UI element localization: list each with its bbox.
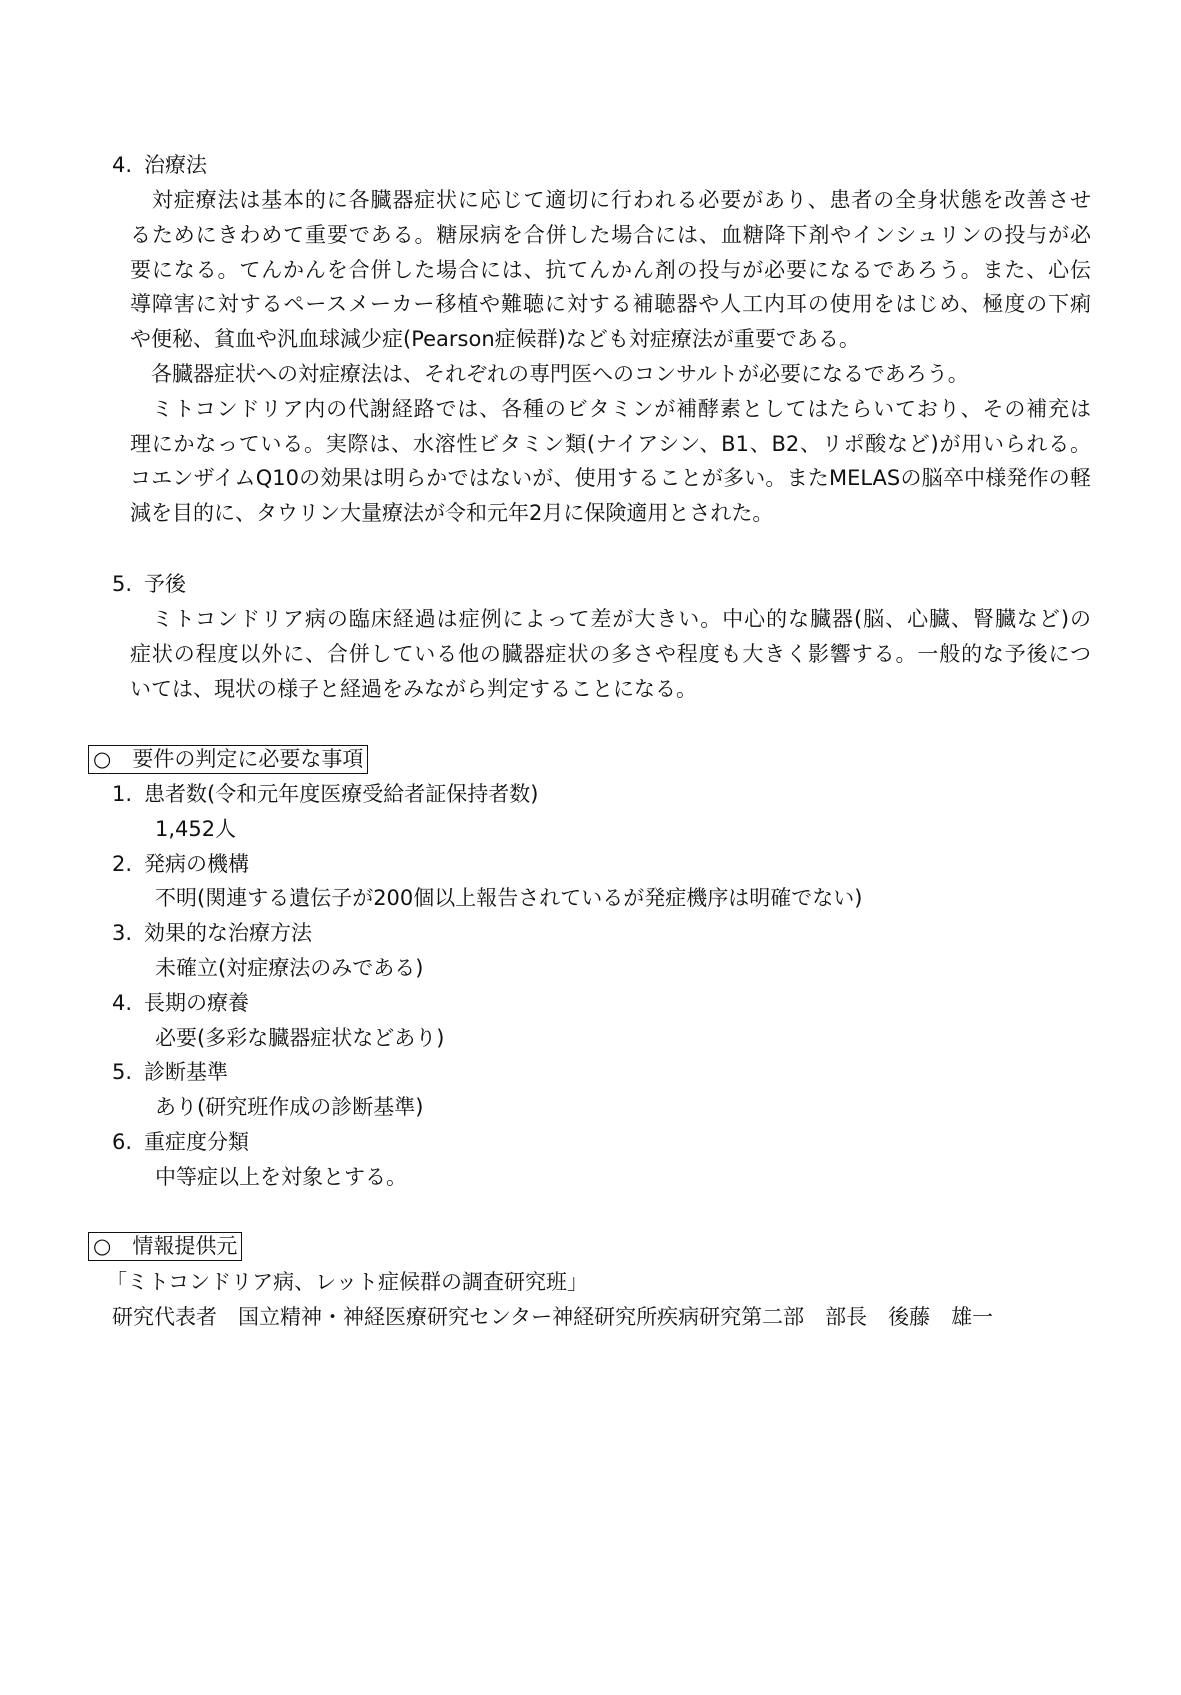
requirement-number: 6. — [112, 1130, 133, 1154]
requirement-value: あり(研究班作成の診断基準) — [155, 1095, 424, 1120]
treatment-paragraph-line: 各臓器症状への対症療法は、それぞれの専門医へのコンサルトが必要になるであろう。 — [130, 362, 969, 386]
treatment-paragraph-line: 対症療法は基本的に各臓器症状に応じて適切に行われる必要があり、患者の全身状態を改善させ — [130, 188, 1091, 212]
section-4-number: 4. — [112, 153, 133, 177]
prognosis-paragraph-line: いては、現状の様子と経過をみながら判定することになる。 — [130, 676, 697, 701]
requirement-number: 2. — [112, 851, 133, 876]
requirement-number: 5. — [112, 1060, 133, 1085]
requirements-section-title: ○ 要件の判定に必要な事項 — [88, 745, 368, 774]
requirement-value: 中等症以上を対象とする。 — [155, 1164, 407, 1189]
requirement-number: 3. — [112, 921, 133, 946]
section-5-heading: 予後 — [144, 572, 186, 596]
treatment-paragraph-line: 導障害に対するペースメーカー移植や難聴に対する補聴器や人工内耳の使用をはじめ、極度の下痢 — [130, 292, 1091, 317]
treatment-paragraph-line: 理にかなっている。実際は、水溶性ビタミン類(ナイアシン、B1、B2、リポ酸など)が用いられる。 — [130, 431, 1091, 456]
requirement-number: 1. — [112, 782, 133, 806]
research-group-name: 「ミトコンドリア病、レット症候群の調査研究班」 — [106, 1270, 588, 1294]
section-5-number: 5. — [112, 572, 133, 596]
treatment-paragraph-line: や便秘、貧血や汎血球減少症(Pearson症候群)なども対症療法が重要である。 — [130, 327, 860, 352]
requirement-value: 不明(関連する遺伝子が200個以上報告されているが発症機序は明確でない) — [155, 886, 863, 911]
prognosis-paragraph-line: ミトコンドリア病の臨床経過は症例によって差が大きい。中心的な臓器(脳、心臓、腎臓など)の — [130, 607, 1091, 631]
research-representative: 研究代表者 国立精神・神経医療研究センター神経研究所疾病研究第二部 部長 後藤 雄一 — [112, 1305, 994, 1329]
treatment-paragraph-line: コエンザイムQ10の効果は明らかではないが、使用することが多い。またMELASの脳卒中様発作の軽 — [130, 466, 1091, 491]
requirement-value: 未確立(対症療法のみである) — [155, 956, 424, 980]
requirement-label: 患者数(令和元年度医療受給者証保持者数) — [144, 782, 539, 806]
requirement-value: 必要(多彩な臓器症状などあり) — [155, 1025, 445, 1050]
section-4-heading: 治療法 — [144, 153, 207, 177]
requirement-value: 1,452人 — [155, 816, 237, 841]
treatment-paragraph-line: 要になる。てんかんを合併した場合には、抗てんかん剤の投与が必要になるであろう。また、心伝 — [130, 257, 1091, 282]
requirement-label: 発病の機構 — [144, 851, 249, 876]
treatment-paragraph-line: るためにきわめて重要である。糖尿病を合併した場合には、血糖降下剤やインシュリンの投与が必 — [130, 222, 1091, 247]
prognosis-paragraph-line: 症状の程度以外に、合併している他の臓器症状の多さや程度も大きく影響する。一般的な予後につ — [130, 641, 1091, 666]
requirement-label: 診断基準 — [144, 1060, 228, 1085]
source-section-title: ○ 情報提供元 — [88, 1232, 242, 1261]
requirement-label: 長期の療養 — [144, 990, 249, 1015]
treatment-paragraph-line: 減を目的に、タウリン大量療法が令和元年2月に保険適用とされた。 — [130, 501, 774, 526]
treatment-paragraph-line: ミトコンドリア内の代謝経路では、各種のビタミンが補酵素としてはたらいており、その補充は — [130, 396, 1091, 421]
requirement-number: 4. — [112, 990, 133, 1015]
requirement-label: 重症度分類 — [144, 1130, 249, 1154]
requirement-label: 効果的な治療方法 — [144, 921, 312, 946]
